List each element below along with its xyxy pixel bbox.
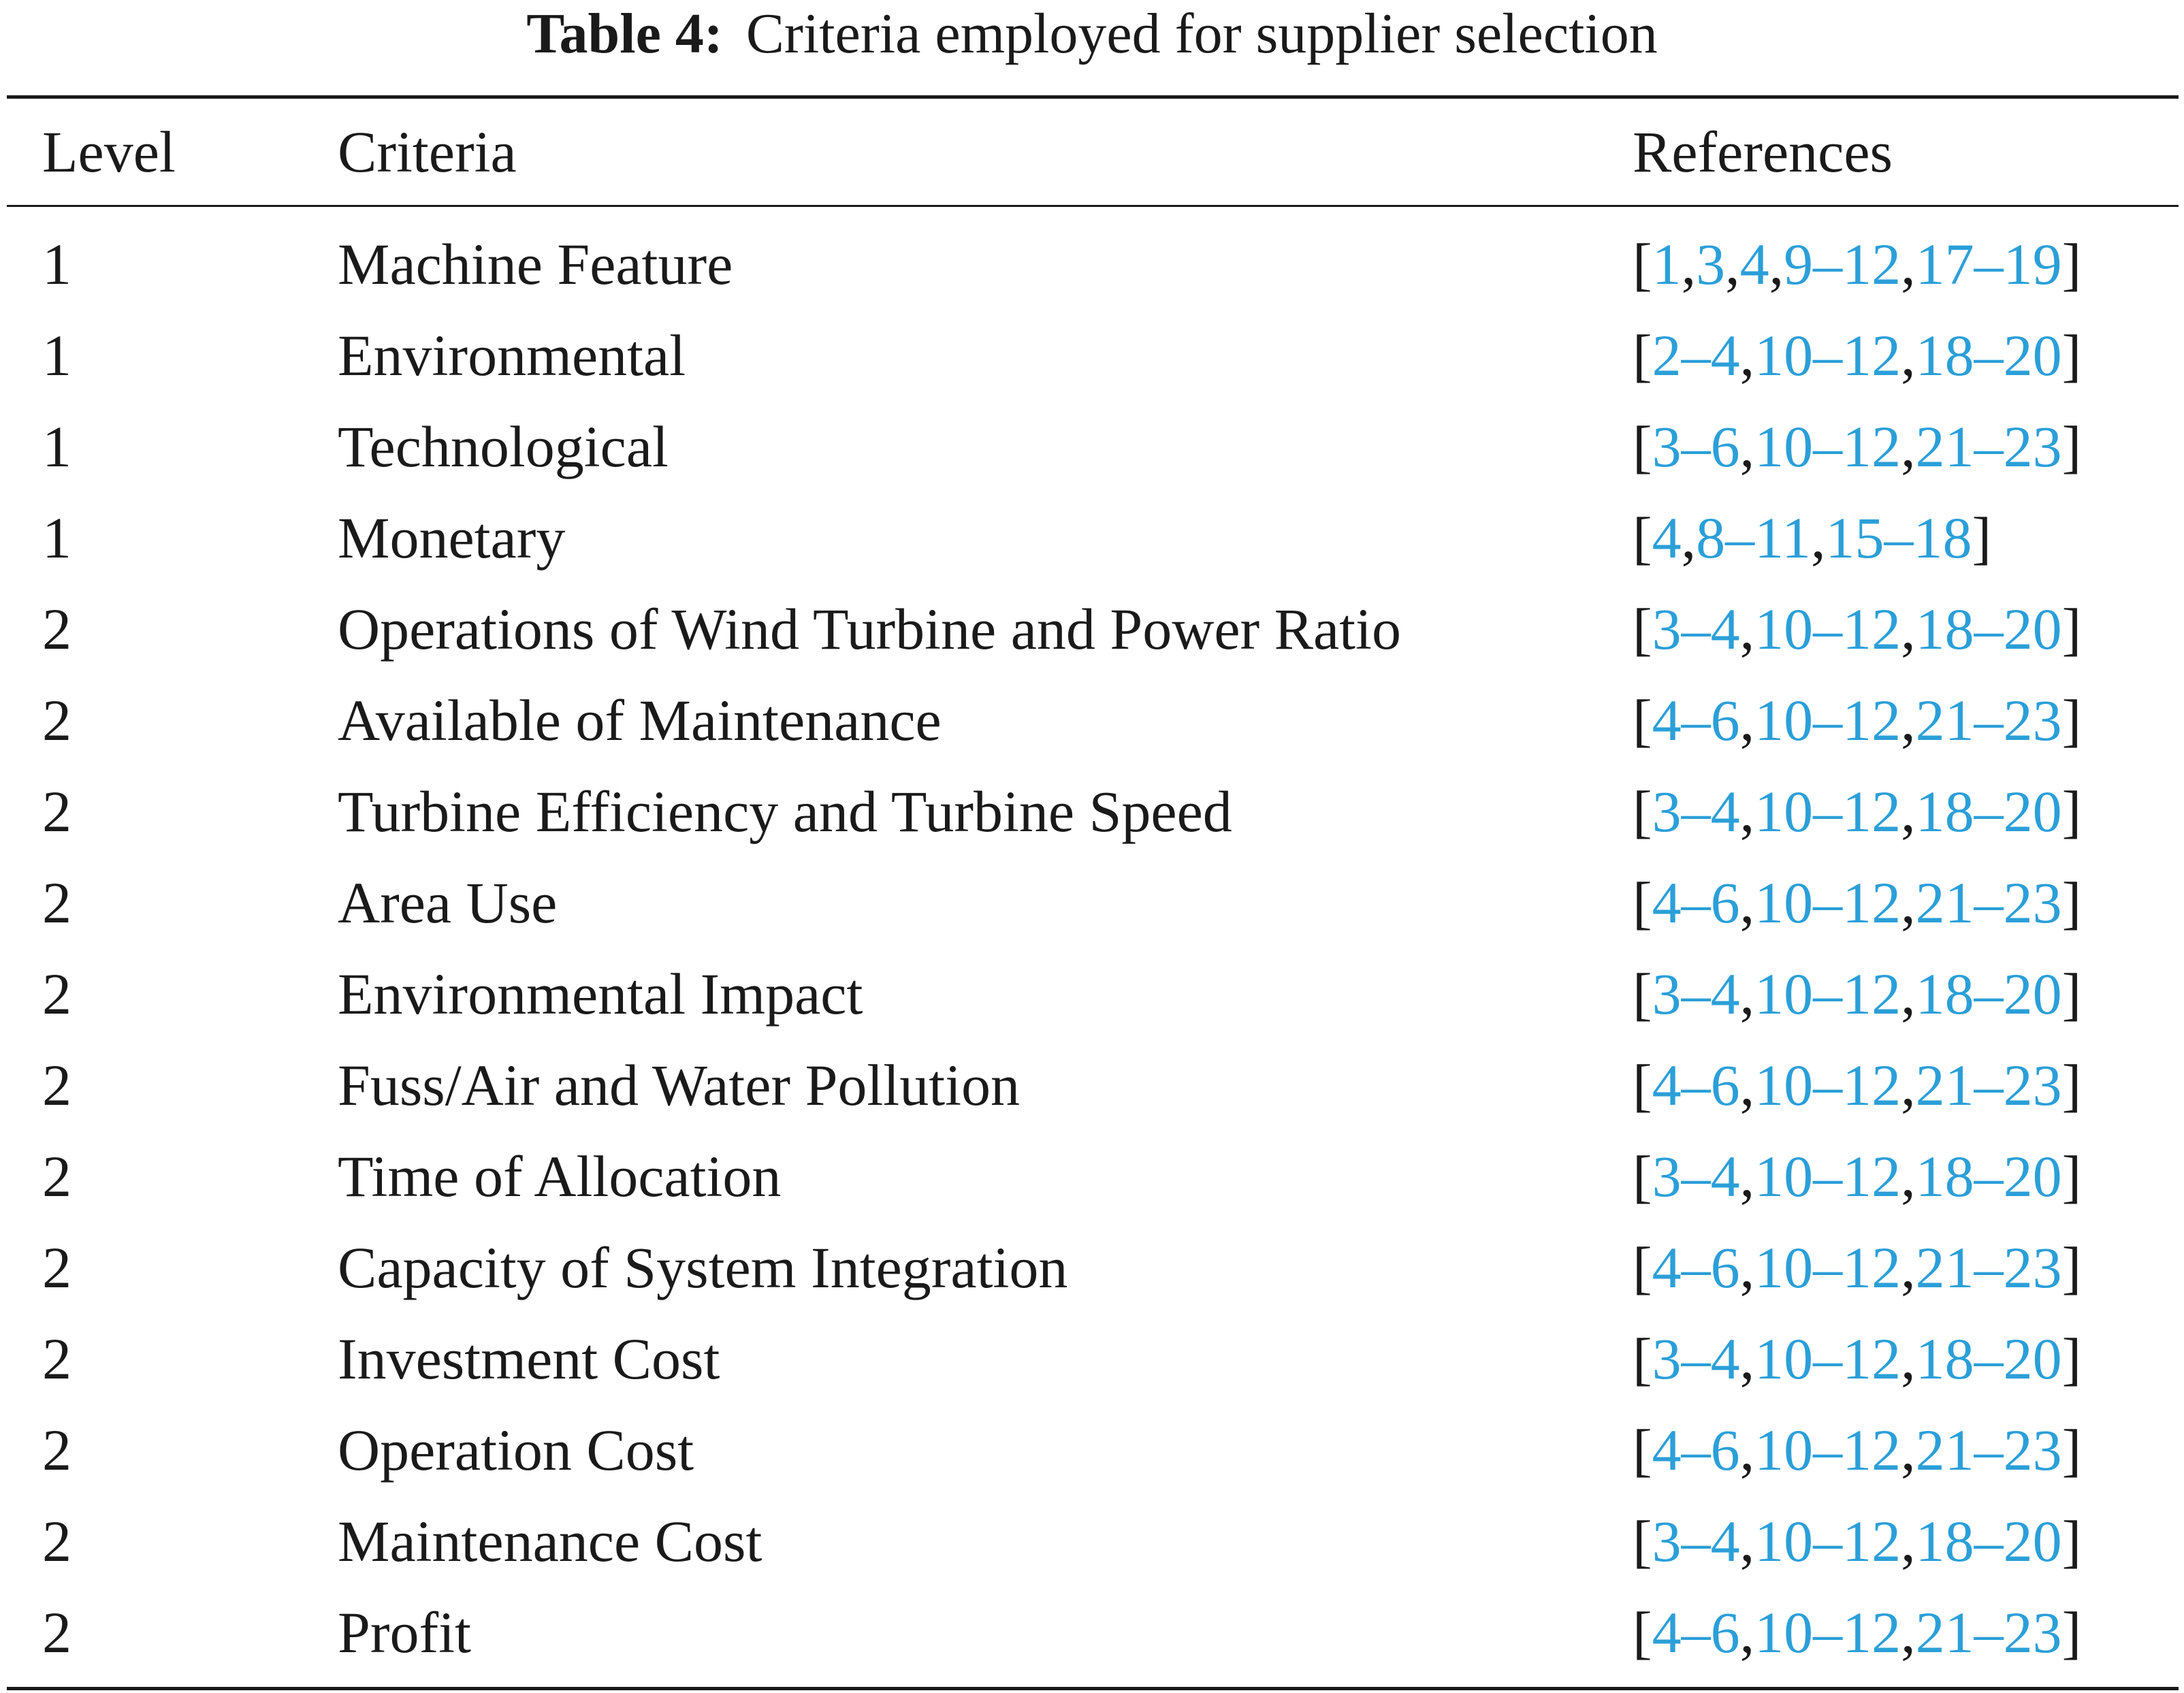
table-row	[0, 958, 2184, 1049]
citation-link[interactable]: 18–20	[1915, 779, 2062, 844]
citation-link[interactable]: 10–12	[1754, 1509, 1901, 1574]
citation-link[interactable]: 18–20	[1915, 323, 2062, 388]
citation-separator: ,	[1901, 1144, 1916, 1209]
citation-separator: ,	[1739, 414, 1755, 479]
cell-level: 2	[42, 1509, 71, 1574]
cell-references	[1633, 1235, 2082, 1300]
citation-separator: ,	[1739, 323, 1755, 388]
table-row	[0, 1505, 2184, 1596]
citation-separator: ,	[1739, 596, 1755, 662]
cell-criteria: Turbine Efficiency and Turbine Speed	[338, 779, 1232, 844]
table-row	[0, 228, 2184, 319]
citation-link[interactable]: 17–19	[1915, 231, 2062, 297]
cell-level: 2	[42, 1326, 71, 1391]
cell-references	[1633, 688, 2082, 753]
cell-references	[1633, 596, 2082, 662]
citation-separator: ,	[1739, 779, 1755, 844]
close-bracket: ]	[2061, 1052, 2082, 1118]
citation-link[interactable]: 21–23	[1915, 1417, 2062, 1483]
citation-separator: ,	[1901, 1417, 1916, 1483]
open-bracket: [	[1633, 870, 1652, 935]
citation-link[interactable]: 10–12	[1754, 1052, 1901, 1118]
citation-link[interactable]: 10–12	[1754, 688, 1901, 753]
cell-criteria: Capacity of System Integration	[338, 1235, 1068, 1300]
citation-separator: ,	[1739, 1417, 1755, 1483]
cell-references	[1633, 779, 2082, 844]
open-bracket: [	[1633, 779, 1652, 844]
citation-separator: ,	[1901, 779, 1916, 844]
citation-link[interactable]: 4–6	[1652, 1417, 1740, 1483]
close-bracket: ]	[2061, 870, 2082, 935]
citation-link[interactable]: 18–20	[1915, 1326, 2062, 1391]
cell-references	[1633, 1600, 2082, 1665]
citation-link[interactable]: 10–12	[1754, 1235, 1901, 1300]
table-caption-label: Table 4:	[526, 2, 723, 65]
citation-separator: ,	[1901, 870, 1916, 935]
citation-link[interactable]: 18–20	[1915, 1509, 2062, 1574]
table-row	[0, 319, 2184, 410]
table-caption	[0, 0, 2184, 68]
open-bracket: [	[1633, 961, 1652, 1027]
citation-separator: ,	[1901, 414, 1916, 479]
citation-link[interactable]: 15–18	[1825, 505, 1972, 570]
citation-link[interactable]: 10–12	[1754, 961, 1901, 1027]
close-bracket: ]	[2061, 414, 2082, 479]
open-bracket: [	[1633, 596, 1652, 662]
cell-references	[1633, 231, 2082, 297]
header-references: References	[1633, 119, 1893, 184]
open-bracket: [	[1633, 414, 1652, 479]
header-criteria: Criteria	[338, 119, 517, 184]
cell-criteria: Technological	[338, 414, 669, 479]
citation-link[interactable]: 21–23	[1915, 1052, 2062, 1118]
citation-link[interactable]: 3–4	[1652, 1509, 1740, 1574]
close-bracket: ]	[2061, 688, 2082, 753]
cell-criteria: Fuss/Air and Water Pollution	[338, 1052, 1020, 1118]
table-caption-title: Criteria employed for supplier selection	[745, 2, 1658, 65]
open-bracket: [	[1633, 1326, 1652, 1391]
open-bracket: [	[1633, 231, 1652, 297]
cell-level: 2	[42, 688, 71, 753]
citation-link[interactable]: 2–4	[1652, 323, 1740, 388]
citation-link[interactable]: 9–12	[1784, 231, 1901, 297]
citation-separator: ,	[1739, 1235, 1755, 1300]
table-row	[0, 1596, 2184, 1688]
cell-criteria: Profit	[338, 1600, 471, 1665]
table-header-row	[0, 119, 2184, 184]
citation-link[interactable]: 4–6	[1652, 1235, 1740, 1300]
citation-separator: ,	[1725, 231, 1740, 297]
open-bracket: [	[1633, 1417, 1652, 1483]
table-row	[0, 410, 2184, 502]
citation-separator: ,	[1739, 1326, 1755, 1391]
citation-link[interactable]: 21–23	[1915, 870, 2062, 935]
citation-link[interactable]: 10–12	[1754, 596, 1901, 662]
close-bracket: ]	[2061, 1600, 2082, 1665]
open-bracket: [	[1633, 688, 1652, 753]
citation-link[interactable]: 18–20	[1915, 596, 2062, 662]
cell-references	[1633, 1052, 2082, 1118]
close-bracket: ]	[2061, 961, 2082, 1027]
table-row	[0, 775, 2184, 867]
table-row	[0, 1414, 2184, 1505]
citation-link[interactable]: 10–12	[1754, 1144, 1901, 1209]
citation-link[interactable]: 4–6	[1652, 870, 1740, 935]
table-row	[0, 1231, 2184, 1323]
cell-level: 1	[42, 505, 71, 570]
table-row	[0, 867, 2184, 958]
citation-link[interactable]: 21–23	[1915, 1235, 2062, 1300]
open-bracket: [	[1633, 323, 1652, 388]
cell-level: 1	[42, 323, 71, 388]
citation-link[interactable]: 4	[1652, 505, 1682, 570]
cell-criteria: Environmental	[338, 323, 686, 388]
citation-separator: ,	[1901, 1600, 1916, 1665]
citation-separator: ,	[1901, 1326, 1916, 1391]
close-bracket: ]	[2061, 231, 2082, 297]
citation-link[interactable]: 4–6	[1652, 1052, 1740, 1118]
close-bracket: ]	[2061, 1417, 2082, 1483]
open-bracket: [	[1633, 1235, 1652, 1300]
citation-separator: ,	[1901, 231, 1916, 297]
citation-link[interactable]: 18–20	[1915, 1144, 2062, 1209]
cell-level: 1	[42, 231, 71, 297]
citation-link[interactable]: 3–4	[1652, 1144, 1740, 1209]
citation-link[interactable]: 21–23	[1915, 1600, 2062, 1665]
cell-level: 2	[42, 779, 71, 844]
cell-level: 2	[42, 596, 71, 662]
citation-link[interactable]: 3–4	[1652, 961, 1740, 1027]
close-bracket: ]	[2061, 1509, 2082, 1574]
table-row	[0, 593, 2184, 684]
cell-criteria: Available of Maintenance	[338, 688, 942, 753]
cell-criteria: Operation Cost	[338, 1417, 694, 1483]
citation-link[interactable]: 10–12	[1754, 1417, 1901, 1483]
table-row	[0, 1323, 2184, 1414]
table-row	[0, 1140, 2184, 1231]
citation-link[interactable]: 3–6	[1652, 414, 1740, 479]
citation-separator: ,	[1901, 596, 1916, 662]
citation-link[interactable]: 4–6	[1652, 1600, 1740, 1665]
citation-link[interactable]: 3–4	[1652, 596, 1740, 662]
citation-separator: ,	[1739, 870, 1755, 935]
cell-criteria: Operations of Wind Turbine and Power Ratio	[338, 596, 1401, 662]
citation-separator: ,	[1901, 323, 1916, 388]
citation-link[interactable]: 10–12	[1754, 779, 1901, 844]
citation-link[interactable]: 3–4	[1652, 1326, 1740, 1391]
table-header-rule	[7, 205, 2179, 207]
citation-separator: ,	[1739, 1509, 1755, 1574]
citation-separator: ,	[1901, 1235, 1916, 1300]
open-bracket: [	[1633, 1509, 1652, 1574]
citation-separator: ,	[1901, 688, 1916, 753]
citation-link[interactable]: 10–12	[1754, 870, 1901, 935]
cell-references	[1633, 1326, 2082, 1391]
citation-separator: ,	[1681, 231, 1697, 297]
citation-link[interactable]: 10–12	[1754, 414, 1901, 479]
cell-criteria: Investment Cost	[338, 1326, 720, 1391]
close-bracket: ]	[2061, 596, 2082, 662]
cell-references	[1633, 505, 1992, 570]
citation-separator: ,	[1810, 505, 1826, 570]
close-bracket: ]	[2061, 779, 2082, 844]
citation-link[interactable]: 8–11	[1696, 505, 1811, 570]
cell-criteria: Machine Feature	[338, 231, 733, 297]
citation-link[interactable]: 21–23	[1915, 414, 2062, 479]
cell-references	[1633, 323, 2082, 388]
citation-link[interactable]: 10–12	[1754, 323, 1901, 388]
citation-link[interactable]: 3	[1696, 231, 1726, 297]
table-top-rule	[7, 95, 2179, 99]
table-body	[0, 228, 2184, 1688]
cell-criteria: Area Use	[338, 870, 558, 935]
citation-link[interactable]: 3–4	[1652, 779, 1740, 844]
table-row	[0, 684, 2184, 775]
open-bracket: [	[1633, 505, 1652, 570]
close-bracket: ]	[2061, 1235, 2082, 1300]
open-bracket: [	[1633, 1600, 1652, 1665]
open-bracket: [	[1633, 1144, 1652, 1209]
table-row	[0, 502, 2184, 593]
close-bracket: ]	[2061, 323, 2082, 388]
citation-separator: ,	[1901, 1509, 1916, 1574]
open-bracket: [	[1633, 1052, 1652, 1118]
header-level: Level	[42, 119, 176, 184]
citation-link[interactable]: 10–12	[1754, 1600, 1901, 1665]
citation-link[interactable]: 1	[1652, 231, 1682, 297]
cell-criteria: Environmental Impact	[338, 961, 863, 1027]
close-bracket: ]	[1972, 505, 1992, 570]
table-bottom-rule	[7, 1687, 2179, 1690]
cell-level: 2	[42, 961, 71, 1027]
citation-separator: ,	[1901, 961, 1916, 1027]
citation-link[interactable]: 10–12	[1754, 1326, 1901, 1391]
citation-separator: ,	[1901, 1052, 1916, 1118]
close-bracket: ]	[2061, 1144, 2082, 1209]
citation-link[interactable]: 4–6	[1652, 688, 1740, 753]
cell-level: 2	[42, 1052, 71, 1118]
citation-link[interactable]: 21–23	[1915, 688, 2062, 753]
cell-level: 2	[42, 1235, 71, 1300]
cell-level: 2	[42, 870, 71, 935]
citation-separator: ,	[1739, 688, 1755, 753]
cell-references	[1633, 1509, 2082, 1574]
citation-separator: ,	[1739, 961, 1755, 1027]
cell-level: 1	[42, 414, 71, 479]
cell-references	[1633, 414, 2082, 479]
citation-separator: ,	[1739, 1600, 1755, 1665]
cell-level: 2	[42, 1417, 71, 1483]
close-bracket: ]	[2061, 1326, 2082, 1391]
citation-separator: ,	[1769, 231, 1784, 297]
cell-criteria: Time of Allocation	[338, 1144, 782, 1209]
citation-link[interactable]: 18–20	[1915, 961, 2062, 1027]
cell-criteria: Monetary	[338, 505, 566, 570]
citation-separator: ,	[1739, 1144, 1755, 1209]
cell-criteria: Maintenance Cost	[338, 1509, 762, 1574]
citation-link[interactable]: 4	[1739, 231, 1769, 297]
cell-level: 2	[42, 1600, 71, 1665]
cell-references	[1633, 961, 2082, 1027]
table-row	[0, 1049, 2184, 1140]
citation-separator: ,	[1681, 505, 1697, 570]
cell-level: 2	[42, 1144, 71, 1209]
cell-references	[1633, 870, 2082, 935]
citation-separator: ,	[1739, 1052, 1755, 1118]
cell-references	[1633, 1144, 2082, 1209]
cell-references	[1633, 1417, 2082, 1483]
